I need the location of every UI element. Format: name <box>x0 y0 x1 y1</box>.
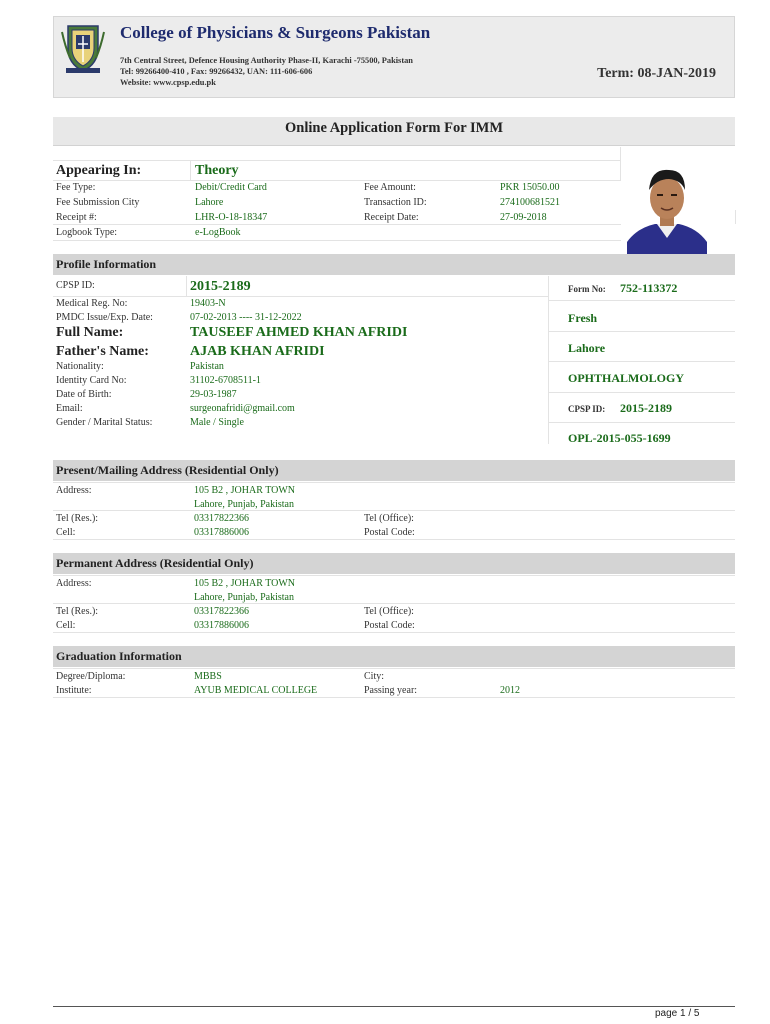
divider <box>53 603 735 604</box>
fee-type-label: Fee Type: <box>56 182 96 193</box>
cpsp-id-value: 2015-2189 <box>190 279 251 294</box>
present-cell-value: 03317886006 <box>194 527 249 538</box>
nationality-value: Pakistan <box>190 361 224 372</box>
permanent-cell-value: 03317886006 <box>194 620 249 631</box>
divider <box>548 331 735 332</box>
specialty-value: OPHTHALMOLOGY <box>568 371 685 385</box>
receipt-value: LHR-O-18-18347 <box>195 212 268 223</box>
med-reg-label: Medical Reg. No: <box>56 298 128 309</box>
pmdc-label: PMDC Issue/Exp. Date: <box>56 312 153 323</box>
grad-city-label: City: <box>364 671 385 682</box>
father-name-label: Father's Name: <box>56 344 149 359</box>
degree-value: MBBS <box>194 671 222 682</box>
present-tel-res-value: 03317822366 <box>194 513 249 524</box>
permanent-tel-res-label: Tel (Res.): <box>56 606 99 617</box>
cnic-value: 31102-6708511-1 <box>190 375 261 386</box>
full-name-label: Full Name: <box>56 325 124 340</box>
status-value: Fresh <box>568 311 598 325</box>
gender-label: Gender / Marital Status: <box>56 417 153 428</box>
form-no-value: 752-113372 <box>620 281 678 295</box>
present-cell-label: Cell: <box>56 527 76 538</box>
address-line-1: 7th Central Street, Defence Housing Authority Phase-II, Karachi -75500, Pakistan <box>120 56 413 65</box>
cpsp-crest-logo <box>60 22 106 74</box>
permanent-tel-res-value: 03317822366 <box>194 606 249 617</box>
header-banner <box>53 16 735 98</box>
divider <box>548 276 549 444</box>
divider <box>53 160 621 161</box>
center-value: Lahore <box>568 341 606 355</box>
fee-amount-value: PKR 15050.00 <box>500 182 560 193</box>
permanent-cell-label: Cell: <box>56 620 76 631</box>
address-line-3: Website: www.cpsp.edu.pk <box>120 78 216 87</box>
divider <box>548 392 735 393</box>
section-present-address <box>53 460 735 481</box>
divider <box>53 240 621 241</box>
permanent-tel-office-label: Tel (Office): <box>364 606 414 617</box>
section-title: Profile Information <box>56 257 157 271</box>
cnic-label: Identity Card No: <box>56 375 127 386</box>
receipt-date-value: 27-09-2018 <box>500 212 547 223</box>
divider <box>53 482 735 483</box>
present-tel-res-label: Tel (Res.): <box>56 513 99 524</box>
divider <box>190 160 191 180</box>
transaction-value: 274100681521 <box>500 197 560 208</box>
form-no-label: Form No: <box>568 284 606 294</box>
side-cpsp-id-value: 2015-2189 <box>620 401 672 415</box>
present-tel-office-label: Tel (Office): <box>364 513 414 524</box>
side-cpsp-id-label: CPSP ID: <box>568 404 606 414</box>
term-date: Term: 08-JAN-2019 <box>597 66 716 81</box>
page-number: page 1 / 5 <box>655 1008 700 1019</box>
appearing-value: Theory <box>195 163 239 178</box>
divider <box>53 575 735 576</box>
divider <box>548 361 735 362</box>
footer-divider <box>53 1006 735 1007</box>
dob-label: Date of Birth: <box>56 389 112 400</box>
divider <box>53 510 735 511</box>
fee-city-value: Lahore <box>195 197 224 208</box>
divider <box>53 224 621 225</box>
divider <box>53 632 735 633</box>
section-profile <box>53 254 735 275</box>
pmdc-value: 07-02-2013 ---- 31-12-2022 <box>190 312 302 323</box>
present-postal-label: Postal Code: <box>364 527 415 538</box>
logbook-label: Logbook Type: <box>56 227 118 238</box>
divider <box>53 296 548 297</box>
reference-value: OPL-2015-055-1699 <box>568 431 671 445</box>
present-address-line1: 105 B2 , JOHAR TOWN <box>194 485 296 496</box>
full-name-value: TAUSEEF AHMED KHAN AFRIDI <box>190 325 408 340</box>
dob-value: 29-03-1987 <box>190 389 237 400</box>
nationality-label: Nationality: <box>56 361 104 372</box>
permanent-postal-label: Postal Code: <box>364 620 415 631</box>
gender-value: Male / Single <box>190 417 244 428</box>
receipt-label: Receipt #: <box>56 212 97 223</box>
divider <box>186 276 187 296</box>
section-permanent-address <box>53 553 735 574</box>
section-title: Permanent Address (Residential Only) <box>56 556 254 570</box>
med-reg-value: 19403-N <box>190 298 226 309</box>
form-title: Online Application Form For IMM <box>284 120 504 136</box>
email-label: Email: <box>56 403 83 414</box>
passing-year-value: 2012 <box>500 685 520 696</box>
address-line-2: Tel: 99266400-410 , Fax: 99266432, UAN: 111-606-606 <box>120 67 313 76</box>
present-address-label: Address: <box>56 485 92 496</box>
present-address-line2: Lahore, Punjab, Pakistan <box>194 499 294 510</box>
divider <box>53 539 735 540</box>
fee-city-label: Fee Submission City <box>56 197 140 208</box>
divider <box>53 697 735 698</box>
section-title: Present/Mailing Address (Residential Only) <box>56 463 279 477</box>
applicant-photo <box>627 160 707 266</box>
permanent-address-line2: Lahore, Punjab, Pakistan <box>194 592 294 603</box>
passing-year-label: Passing year: <box>364 685 418 696</box>
divider <box>735 210 736 224</box>
transaction-label: Transaction ID: <box>364 197 427 208</box>
father-name-value: AJAB KHAN AFRIDI <box>190 344 325 359</box>
fee-type-value: Debit/Credit Card <box>195 182 267 193</box>
divider <box>53 668 735 669</box>
divider <box>548 422 735 423</box>
section-graduation <box>53 646 735 667</box>
degree-label: Degree/Diploma: <box>56 671 126 682</box>
cpsp-id-label: CPSP ID: <box>56 280 95 291</box>
appearing-label: Appearing In: <box>56 163 142 178</box>
receipt-date-label: Receipt Date: <box>364 212 419 223</box>
fee-amount-label: Fee Amount: <box>364 182 416 193</box>
divider <box>620 147 621 180</box>
logbook-value: e-LogBook <box>195 227 241 238</box>
form-title-bar <box>53 117 735 146</box>
institute-value: AYUB MEDICAL COLLEGE <box>194 685 318 696</box>
org-name: College of Physicians & Surgeons Pakistan <box>120 23 431 42</box>
divider <box>548 300 735 301</box>
email-value: surgeonafridi@gmail.com <box>190 403 295 414</box>
divider <box>53 180 621 181</box>
section-title: Graduation Information <box>56 649 182 663</box>
permanent-address-line1: 105 B2 , JOHAR TOWN <box>194 578 296 589</box>
institute-label: Institute: <box>56 685 92 696</box>
permanent-address-label: Address: <box>56 578 92 589</box>
